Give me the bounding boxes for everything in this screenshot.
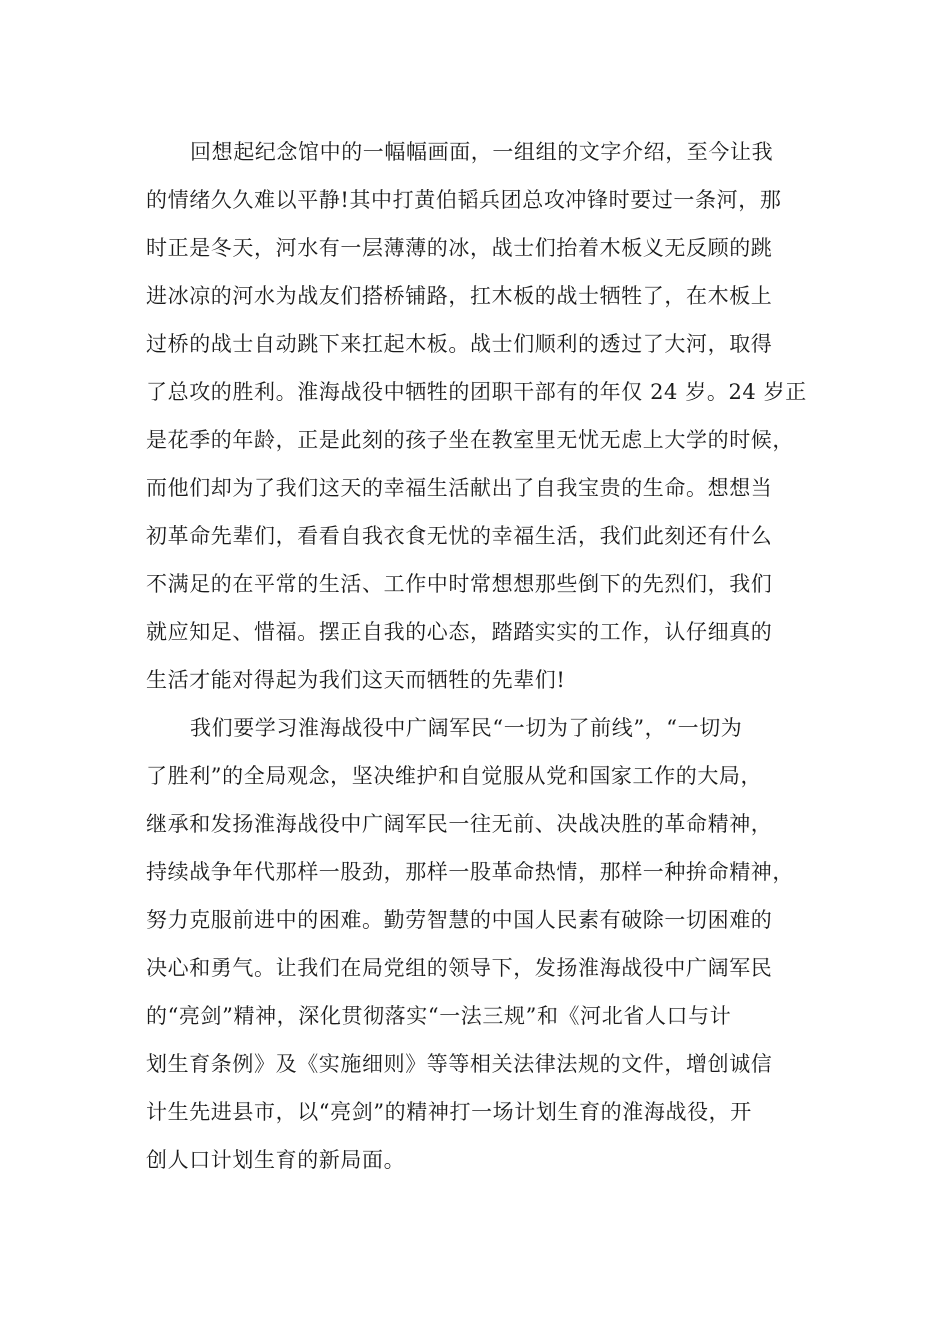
paragraph-line: 继承和发扬淮海战役中广阔军民一往无前、决战决胜的革命精神， — [146, 812, 773, 836]
paragraph-line: 持续战争年代那样一股劲，那样一股革命热情，那样一种拚命精神， — [146, 860, 794, 884]
paragraph-line: 的情绪久久难以平静!其中打黄伯韬兵团总攻冲锋时要过一条河，那 — [146, 188, 782, 212]
paragraph-line: 了总攻的胜利。淮海战役中牺牲的团职干部有的年仅 24 岁。24 岁正 — [146, 380, 807, 404]
paragraph-line: 初革命先辈们，看看自我衣食无忧的幸福生活，我们此刻还有什么 — [146, 524, 773, 548]
paragraph-line: 划生育条例》及《实施细则》等等相关法律法规的文件，增创诚信 — [146, 1052, 773, 1076]
paragraph-line: 不满足的在平常的生活、工作中时常想想那些倒下的先烈们，我们 — [146, 572, 773, 596]
paragraph-line: 生活才能对得起为我们这天而牺牲的先辈们! — [146, 668, 566, 692]
paragraph-line: 努力克服前进中的困难。勤劳智慧的中国人民素有破除一切困难的 — [146, 908, 773, 932]
paragraph-line: 时正是冬天，河水有一层薄薄的冰，战士们抬着木板义无反顾的跳 — [146, 236, 773, 260]
paragraph-line: 就应知足、惜福。摆正自我的心态，踏踏实实的工作，认仔细真的 — [146, 620, 773, 644]
paragraph-line: 了胜利”的全局观念，坚决维护和自觉服从党和国家工作的大局， — [146, 764, 763, 788]
paragraph-line: 进冰凉的河水为战友们搭桥铺路，扛木板的战士牺牲了，在木板上 — [146, 284, 773, 308]
paragraph-line: 回想起纪念馆中的一幅幅画面，一组组的文字介绍，至今让我 — [190, 140, 774, 164]
paragraph-line: 创人口计划生育的新局面。 — [146, 1148, 406, 1172]
paragraph-line: 的“亮剑”精神，深化贯彻落实“一法三规”和《河北省人口与计 — [146, 1004, 732, 1028]
paragraph-line: 是花季的年龄，正是此刻的孩子坐在教室里无忧无虑上大学的时候， — [146, 428, 794, 452]
paragraph-line: 计生先进县市，以“亮剑”的精神打一场计划生育的淮海战役，开 — [146, 1100, 752, 1124]
paragraph-line: 我们要学习淮海战役中广阔军民“一切为了前线”，“一切为 — [190, 716, 743, 740]
paragraph-line: 过桥的战士自动跳下来扛起木板。战士们顺利的透过了大河，取得 — [146, 332, 773, 356]
paragraph-line: 而他们却为了我们这天的幸福生活献出了自我宝贵的生命。想想当 — [146, 476, 773, 500]
paragraph-line: 决心和勇气。让我们在局党组的领导下，发扬淮海战役中广阔军民 — [146, 956, 773, 980]
